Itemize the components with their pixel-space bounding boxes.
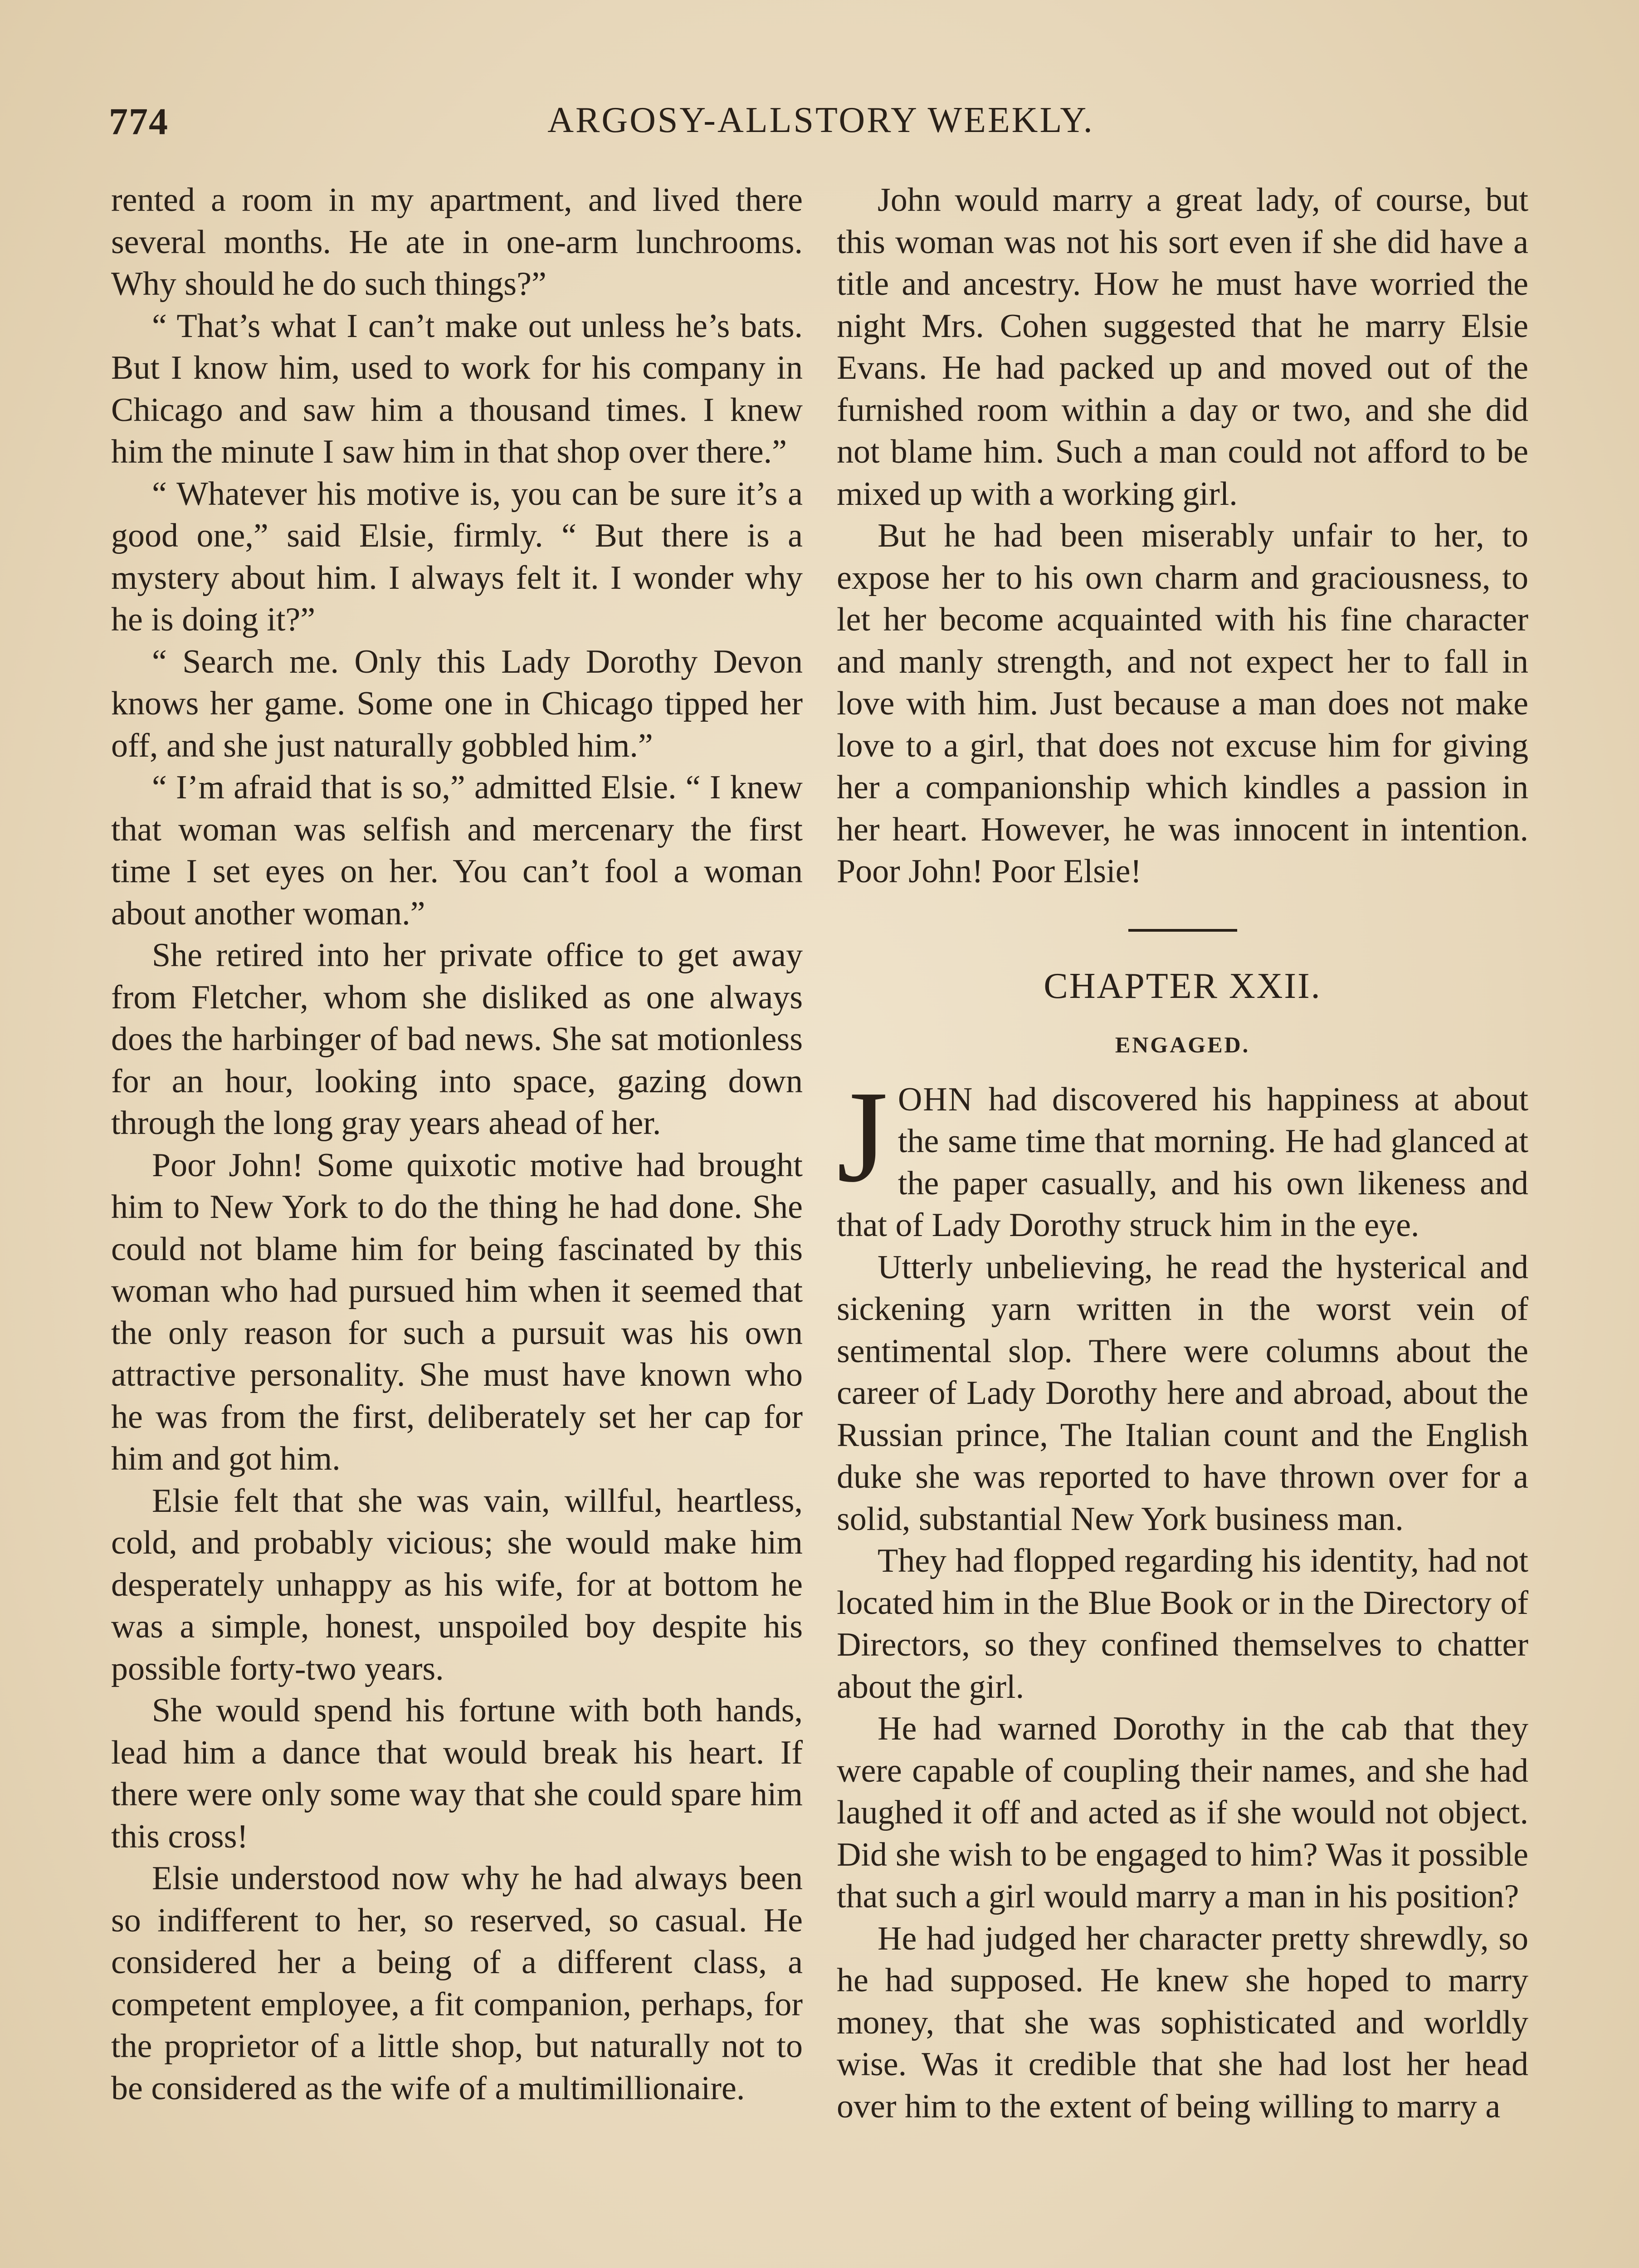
paragraph: “ Whatever his motive is, you can be sure it’s a good one,” said Elsie, firmly. “ But there is a mystery about him. I always felt it. I wonder why he is doing it?”	[111, 475, 803, 638]
paragraph: “ That’s what I can’t make out unless he’s bats. But I know him, used to work for his company in Chicago and saw him a thousand times. I knew him the minute I saw him in that shop over there.”	[111, 307, 803, 470]
paragraph: She would spend his fortune with both hands, lead him a dance that would break his heart. If there were only some way that she could spare him this cross!	[111, 1692, 803, 1855]
left-column	[111, 179, 803, 2109]
right-column	[837, 179, 1528, 2127]
drop-cap: J	[837, 1063, 888, 1209]
paragraph: But he had been miserably unfair to her, to expose her to his own charm and graciousness, to let her become acquainted with his fine character and manly strength, and not expect her to fall in love with him. Just because a man does not make love to a girl, that does not excuse him for giving her a companionship which kindles a passion in her heart. However, he was innocent in intention. Poor John! Poor Elsie!	[837, 517, 1528, 890]
paragraph: Elsie felt that she was vain, willful, heartless, cold, and probably vicious; she would make him desperately unhappy as his wife, for at bottom he was a simple, honest, unspoiled boy despite his possible forty-two years.	[111, 1482, 803, 1687]
paragraph: She retired into her private office to get away from Fletcher, whom she disliked as one always does the harbinger of bad news. She sat motionless for an hour, looking into space, gazing down through the long gray years ahead of her.	[111, 937, 803, 1142]
page-header	[109, 86, 1533, 150]
opening-word: OHN	[898, 1080, 974, 1118]
paragraph: John would marry a great lady, of course, but this woman was not his sort even if she did have a title and ancestry. How he must have worried the night Mrs. Cohen suggested that he marry Elsie Evans. He had packed up and moved out of the furnished room within a day or two, and she did not blame him. Such a man could not afford to be mixed up with a working girl.	[837, 181, 1528, 513]
paragraph: They had flopped regarding his identity, had not located him in the Blue Book or in the Directory of Directors, so they confined themselves to chatter about the girl.	[837, 1542, 1528, 1706]
paragraph: He had judged her character pretty shrewdly, so he had supposed. He knew she hoped to marry money, that she was sophisticated and worldly wise. Was it credible that she had lost her head over him to the extent of being willing to marry a	[837, 1920, 1528, 2125]
paragraph: rented a room in my apartment, and lived there several months. He ate in one-arm lunchrooms. Why should he do such things?”	[111, 181, 803, 303]
paragraph: Poor John! Some quixotic motive had brought him to New York to do the thing he had done. She could not blame him for being fascinated by this woman who had pursued him when it seemed that the only reason for such a pursuit was his own attractive personality. She must have known who he was from the first, deliberately set her cap for him and got him.	[111, 1146, 803, 1477]
chapter-title: CHAPTER XXII.	[1044, 966, 1322, 1006]
chapter-subtitle: ENGAGED.	[1115, 1031, 1250, 1057]
chapter-opening-paragraph	[837, 1063, 1528, 1246]
page-number: 774	[109, 101, 169, 143]
running-title: ARGOSY-ALLSTORY WEEKLY.	[547, 100, 1094, 140]
paragraph: Utterly unbelieving, he read the hysterical and sickening yarn written in the worst vein of sentimental slop. There were columns about the career of Lady Dorothy here and abroad, about the Russian prince, The Italian count and the English duke she was reported to have thrown over for a solid, substantial New York business man.	[837, 1248, 1528, 1538]
paragraph: “ I’m afraid that is so,” admitted Elsie. “ I knew that woman was selfish and mercenary the first time I set eyes on her. You can’t fool a woman about another woman.”	[111, 769, 803, 932]
section-divider	[1128, 929, 1237, 932]
paragraph: Elsie understood now why he had always been so indifferent to her, so reserved, so casual. He considered her a being of a different class, a competent employee, a fit companion, perhaps, for the proprietor of a little shop, but naturally not to be considered as the wife of a multimillionaire.	[111, 1860, 803, 2107]
paragraph: He had warned Dorothy in the cab that they were capable of coupling their names, and she had laughed it off and acted as if she would not object. Did she wish to be engaged to him? Was it possible that such a girl would marry a man in his position?	[837, 1710, 1528, 1915]
paragraph: “ Search me. Only this Lady Dorothy Devon knows her game. Some one in Chicago tipped her off, and she just naturally gobbled him.”	[111, 643, 803, 764]
opening-text: had discovered his happiness at about the same time that morning. He had glanced at the paper casually, and his own likeness and that of Lady Dorothy struck him in the eye.	[837, 1080, 1528, 1244]
